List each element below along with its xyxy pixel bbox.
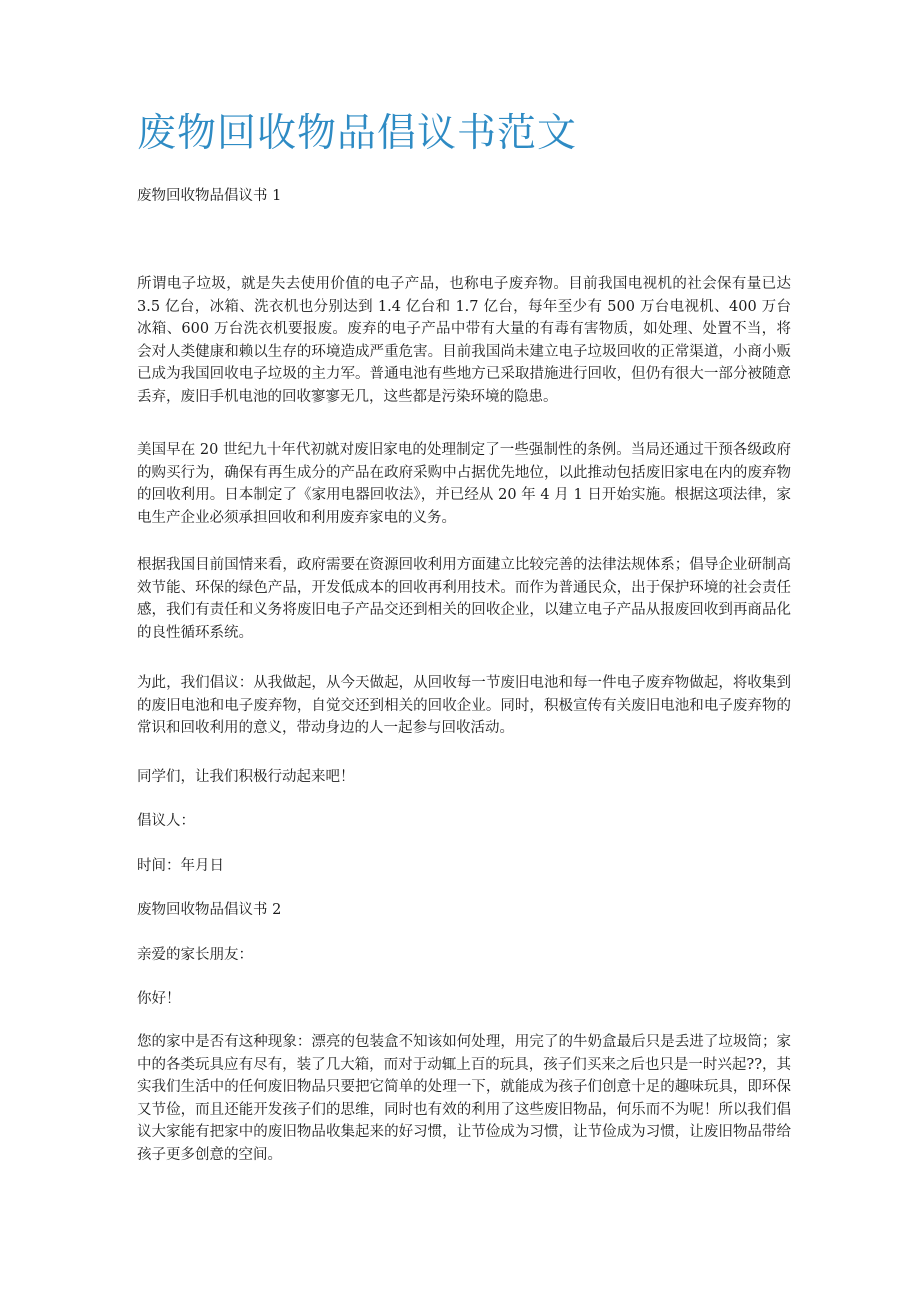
greeting: 你好！	[137, 991, 181, 1007]
paragraph-3: 根据我国目前国情来看，政府需要在资源回收利用方面建立比较完善的法律法规体系；倡导企业研制高效节能、环保的绿色产品，开发低成本的回收再利用技术。而作为普通民众，出于保护环境的社会责任感，我们有责任和义务将废旧电子产品交还到相关的回收企业，以建立电子产品从报废回收到再商品化的良性循环系统。	[137, 557, 791, 641]
paragraph-5: 同学们，让我们积极行动起来吧！	[137, 769, 355, 785]
paragraph-1: 所谓电子垃圾，就是失去使用价值的电子产品，也称电子废弃物。目前我国电视机的社会保有量已达 3.5 亿台，冰箱、洗衣机也分别达到 1.4 亿台和 1.7 亿台，每年至少有 500 万台电视机、400 万台冰箱、600 万台洗衣机要报废。废弃的电子产品中带有大量的有毒有害物质，如处理、处置不当，将会对人类健康和赖以生存的环境造成严重危害。目前我国尚未建立电子垃圾回收的正常渠道，小商小贩已成为我国回收电子垃圾的主力军。普通电池有些地方已采取措施进行回收，但仍有很大一部分被随意丢弃，废旧手机电池的回收寥寥无几，这些都是污染环境的隐患。	[137, 276, 791, 405]
paragraph-6: 您的家中是否有这种现象：漂亮的包装盒不知该如何处理，用完了的牛奶盒最后只是丢进了垃圾筒；家中的各类玩具应有尽有，装了几大箱，而对于动辄上百的玩具，孩子们买来之后也只是一时兴起??，其实我们生活中的任何废旧物品只要把它简单的处理一下，就能成为孩子们创意十足的趣味玩具，即环保又节俭，而且还能开发孩子们的思维，同时也有效的利用了这些废旧物品，何乐而不为呢！所以我们倡议大家能有把家中的废旧物品收集起来的好习惯，让节俭成为习惯，让节俭成为习惯，让废旧物品带给孩子更多创意的空间。	[137, 1034, 791, 1163]
date-line: 时间：年月日	[137, 858, 224, 874]
paragraph-4: 为此，我们倡议：从我做起，从今天做起，从回收每一节废旧电池和每一件电子废弃物做起，将收集到的废旧电池和电子废弃物，自觉交还到相关的回收企业。同时，积极宣传有关废旧电池和电子废弃物的常识和回收利用的意义，带动身边的人一起参与回收活动。	[137, 675, 791, 736]
salutation: 亲爱的家长朋友：	[137, 947, 253, 963]
proposer-line: 倡议人：	[137, 813, 195, 829]
section-heading-2: 废物回收物品倡议书 2	[137, 902, 282, 918]
section-heading-1: 废物回收物品倡议书 1	[137, 188, 282, 204]
paragraph-2: 美国早在 20 世纪九十年代初就对废旧家电的处理制定了一些强制性的条例。当局还通过干预各级政府的购买行为，确保有再生成分的产品在政府采购中占据优先地位，以此推动包括废旧家电在内的废弃物的回收利用。日本制定了《家用电器回收法》，并已经从 20 年 4 月 1 日开始实施。根据这项法律，家电生产企业必须承担回收和利用废弃家电的义务。	[137, 442, 791, 526]
document-title: 废物回收物品倡议书范文	[137, 111, 578, 156]
